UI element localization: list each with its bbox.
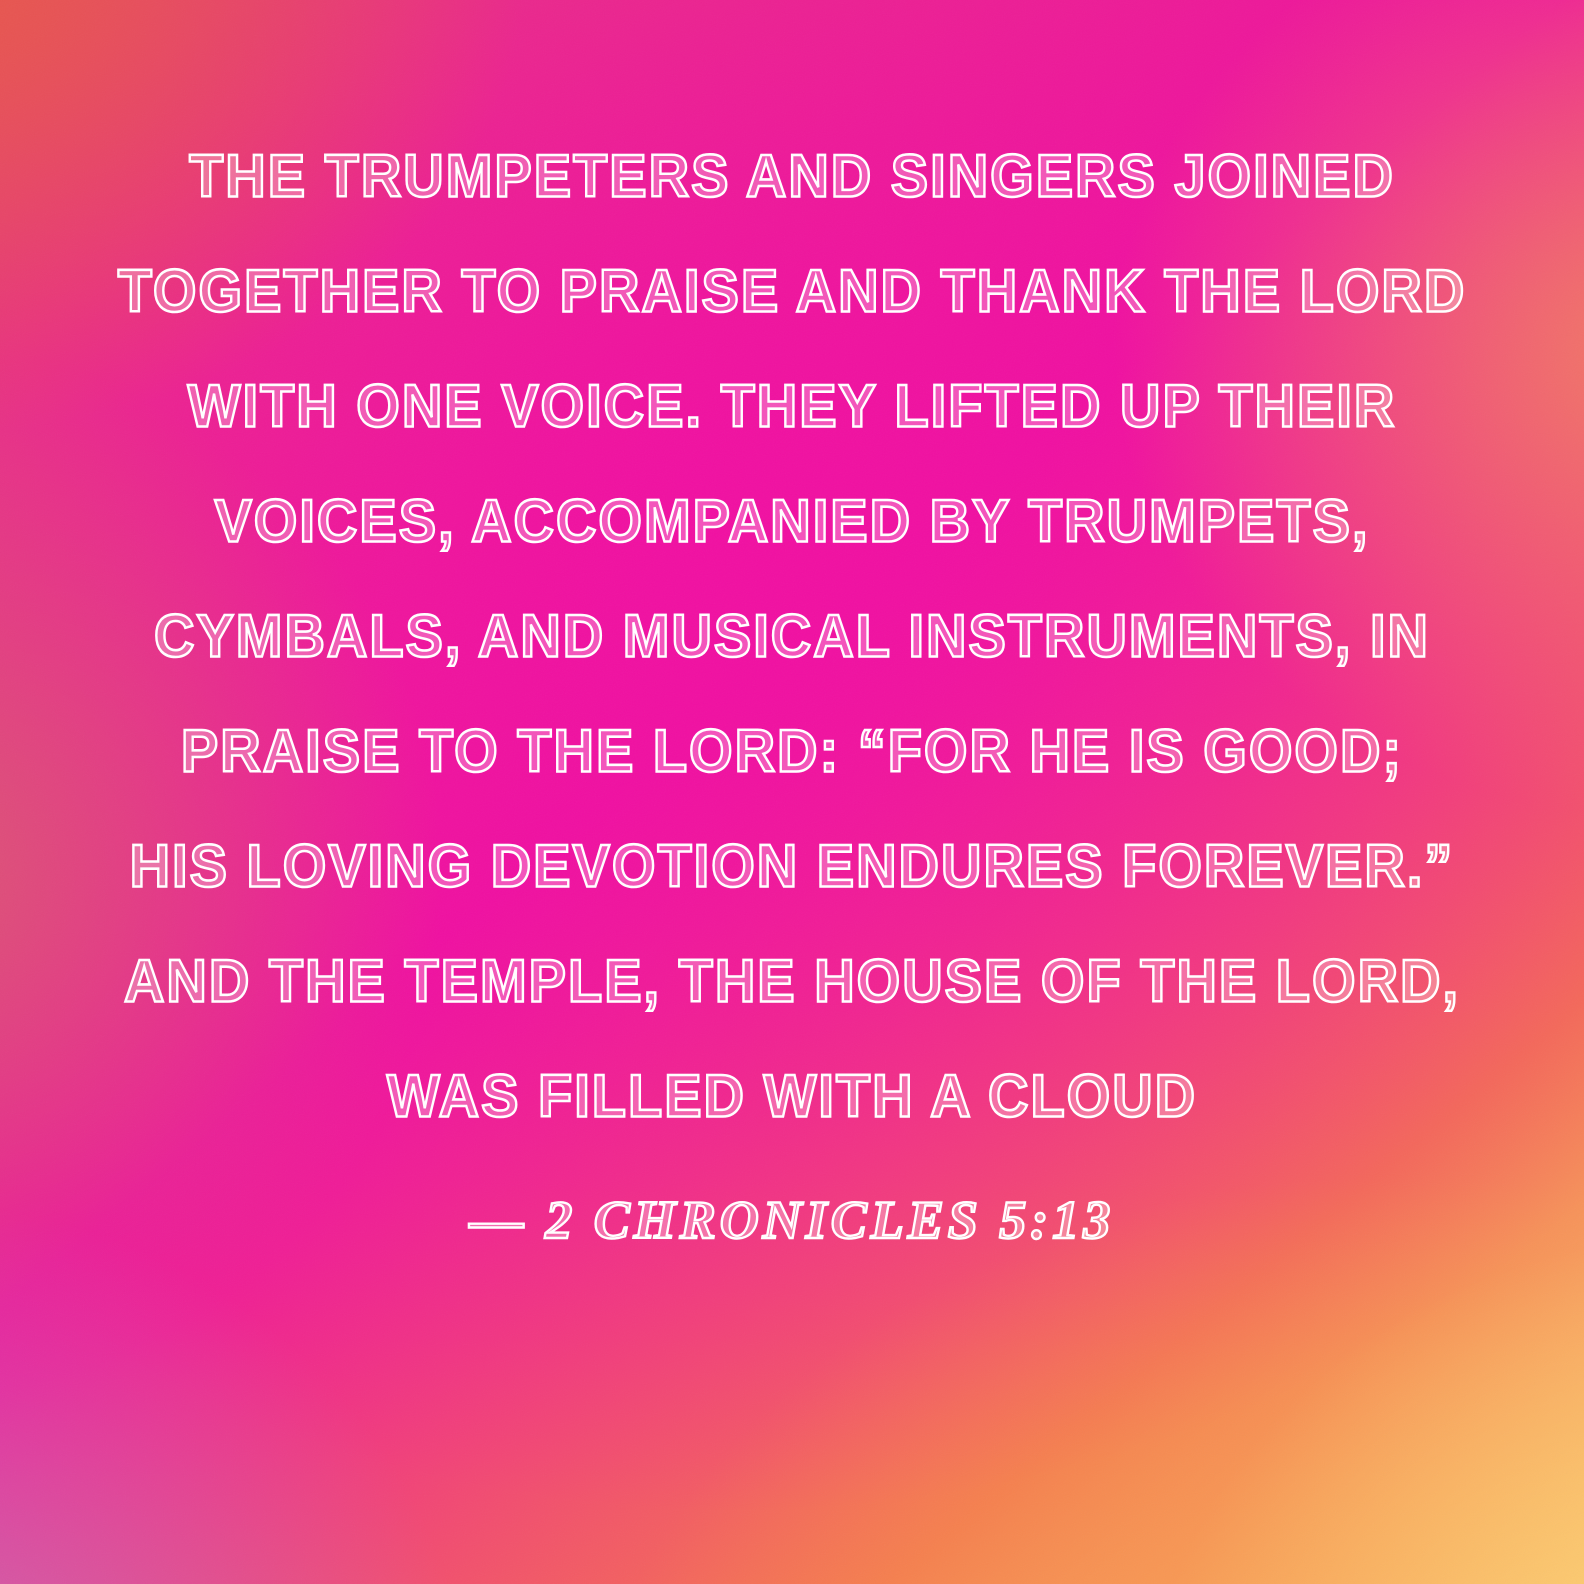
verse-line: TOGETHER TO PRAISE AND THANK THE LORD bbox=[117, 256, 1467, 325]
verse-line: WAS FILLED WITH A CLOUD bbox=[386, 1061, 1198, 1130]
verse-reference: — 2 CHRONICLES 5:13 bbox=[469, 1190, 1115, 1250]
verse-line: WITH ONE VOICE. THEY LIFTED UP THEIR bbox=[187, 371, 1397, 440]
verse-line: PRAISE TO THE LORD: “FOR HE IS GOOD; bbox=[180, 716, 1404, 785]
verse-line: THE TRUMPETERS AND SINGERS JOINED bbox=[189, 141, 1395, 210]
verse-line: AND THE TEMPLE, THE HOUSE OF THE LORD, bbox=[123, 946, 1461, 1015]
verse-line: VOICES, ACCOMPANIED BY TRUMPETS, bbox=[214, 486, 1370, 555]
verse-line: HIS LOVING DEVOTION ENDURES FOREVER.” bbox=[129, 831, 1455, 900]
verse-line: CYMBALS, AND MUSICAL INSTRUMENTS, IN bbox=[154, 601, 1430, 670]
